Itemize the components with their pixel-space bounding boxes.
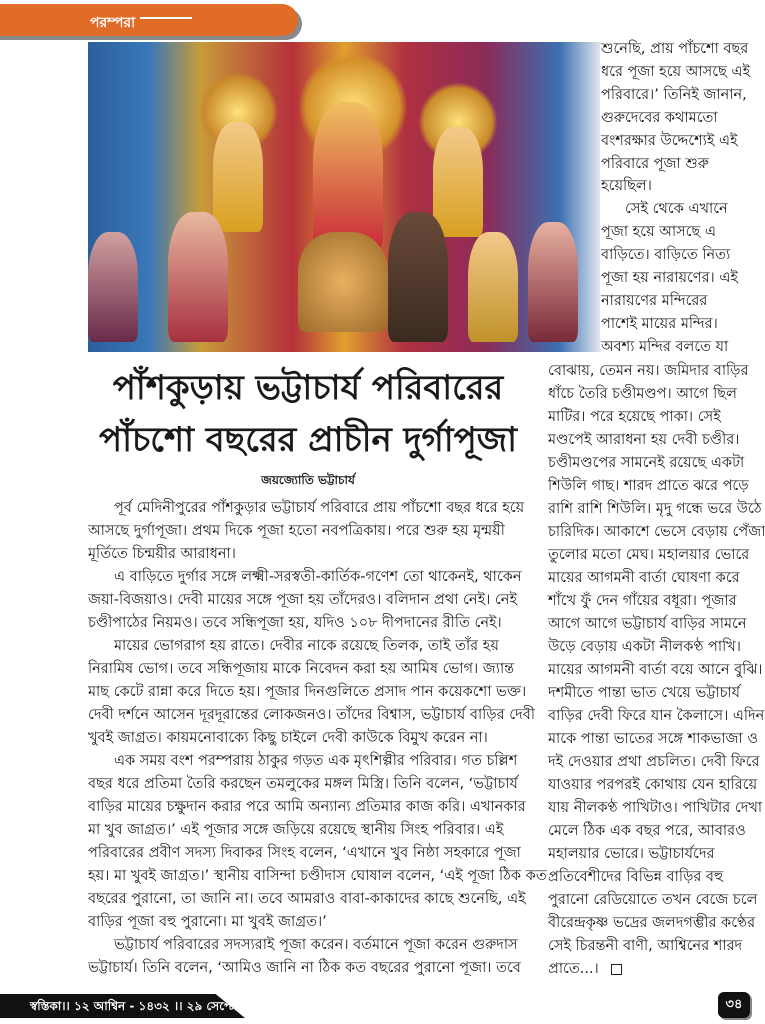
right-column-line: পাশেই মায়ের মন্দির। [601,315,718,332]
body-line: মাছ কেটে রান্না করে দিতে হয়। পূজার দিনগুলিতে প্রসাদ পান কয়েকশো ভক্ত। [88,684,527,700]
right-column-line: অবশ্য মন্দির বলতে যা [601,338,729,355]
body-line: এক সময় বংশ পরম্পরায় ঠাকুর গড়ত এক মৃৎশিল্পীর পরিবার। গত চল্লিশ [114,753,518,769]
right-column-line: পূজা হয়ে আসছে এ [601,224,716,241]
article-title-line-1: পাঁশকুড়ায় ভট্টাচার্য পরিবারের [112,368,504,408]
body-line: হয়। মা খুবই জাগ্রত।’ স্থানীয় বাসিন্দা চণ্ডীদাস ঘোষাল বলেন, ‘এই পূজা ঠিক কত [88,868,547,884]
body-line: আসছে দুর্গাপূজা। প্রথম দিকে পূজা হতো নবপত্রিকায়। পরে শুরু হয় মৃন্ময়ী [88,523,505,539]
article-byline: জয়জ্যোতি ভট্টাচার্য [261,473,355,487]
right-column-line: দশমীতে পান্তা ভাত খেয়ে ভট্টাচার্য [548,685,740,701]
body-line: পূর্ব মেদিনীপুরের পাঁশকুড়ার ভট্টাচার্য পরিবারে প্রায় পাঁচশো বছর ধরে হয়ে [114,500,525,516]
body-line: ভট্টাচার্য পরিবারের সদস্যরাই পূজা করেন। বর্তমানে পূজা করেন গুরুদাস [114,937,518,953]
right-column-line: বাড়িতে। বাড়িতে নিত্য [601,247,731,264]
body-line: চণ্ডীপাঠের নিয়মও। তবে সন্ধিপূজা হয়, যদিও ১০৮ দীপদানের রীতি নেই। [88,615,502,631]
body-line: দেবী দর্শনে আসেন দূরদূরান্তের লোকজনও। তাঁদের বিশ্বাস, ভট্টাচার্য বাড়ির দেবী [88,707,535,723]
right-column-line: প্রতিবেশীদের বিভিন্ন বাড়ির বহু [548,869,724,885]
right-column-line: যায় নীলকণ্ঠ পাখিটাও। পাখিটার দেখা [548,800,763,816]
body-line: মায়ের ভোগরাগ হয় রাতে। দেবীর নাকে রয়েছে তিলক, তাই তাঁর হয় [114,638,499,654]
right-column-line: ধরে পূজা হয়ে আসছে এই [601,63,751,80]
right-column-line: মায়ের আগমনী বার্তা ঘোষণা করে [548,570,740,586]
body-line: এ বাড়িতে দুর্গার সঙ্গে লক্ষ্মী-সরস্বতী-কার্তিক-গণেশ তো থাকেনই, থাকেন [114,569,522,585]
right-column-line: গুরুদেবের কথামতো [601,109,718,126]
right-column-line: শুনেছি, প্রায় পাঁচশো বছর [601,41,749,57]
right-column-line: যাওয়ার পরপরই কোথায় যেন হারিয়ে [548,777,758,793]
right-column-line: পূজা হয় নারায়ণের। এই [601,270,738,286]
right-column-line: তুলোর মতো মেঘ। মহালয়ার ভোরে [548,547,750,563]
right-column-line: ধাঁচে তৈরি চণ্ডীমণ্ডপ। আগে ছিল [548,386,737,402]
page-number: ৩৪ [718,992,750,1018]
body-line: জয়া-বিজয়াও। দেবী মায়ের সঙ্গে পূজা হয় তাঁদেরও। বলিদান প্রথা নেই। নেই [88,592,517,608]
right-column-line: প্রাতে...। [548,958,622,982]
body-line: বাড়ির মায়ের চক্ষুদান করার পরে আমি অন্যান্য প্রতিমার কাজ করি। এখানকার [88,799,526,815]
right-column-line: শিউলি গাছ। শারদ প্রাতে ঝরে পড়ে [548,478,749,494]
right-column-line: মেলে ঠিক এক বছর পরে, আবারও [548,823,746,839]
footer-issue-info: স্বস্তিকা।। ১২ আশ্বিন - ১৪৩২ ।। ২৯ সেপ্টেম্বর - ২০২৫ [30,999,294,1013]
right-column-line: চণ্ডীমণ্ডপের সামনেই রয়েছে একটা [548,455,745,471]
right-column-line: পরিবারে পূজা শুরু [601,155,709,172]
body-line: বাড়ির পূজা বহু পুরানো। মা খুবই জাগ্রত।’ [88,914,327,930]
body-line: মা খুব জাগ্রত।’ এই পূজার সঙ্গে জড়িয়ে রয়েছে স্থানীয় সিংহ পরিবার। এই [88,822,504,838]
right-column-line: পরিবারে।’ তিনিই জানান, [601,86,747,103]
body-line: বছর ধরে প্রতিমা তৈরি করছেন তমলুকের মঙ্গল মিস্ত্রি। তিনি বলেন, ‘ভট্টাচার্য [88,776,518,792]
right-column-line: মায়ের আগমনী বার্তা বয়ে আনে বুঝি। [548,662,763,678]
right-column-line: রাশি রাশি শিউলি। মৃদু গন্ধে ভরে উঠে [548,501,762,517]
article-title-line-2: পাঁচশো বছরের প্রাচীন দুর্গাপূজা [99,420,517,460]
section-label: পরম্পরা [90,15,136,31]
right-column-line: নারায়ণের মন্দিরের [601,292,708,309]
right-column-line: মহালয়ার ভোরে। ভট্টাচার্যদের [548,846,715,862]
right-column-line: বাড়ির দেবী ফিরে যান কৈলাসে। এদিন [548,708,765,724]
right-column-line: মণ্ডপেই আরাধনা হয় দেবী চণ্ডীর। [548,432,740,448]
right-column-line: বীরেন্দ্রকৃষ্ণ ভদ্রের জলদগম্ভীর কণ্ঠের [548,915,756,931]
right-column-line: চারিদিক। আকাশে ভেসে বেড়ায় পেঁজা [548,524,765,540]
right-column-line: পুরানো রেডিয়োতে তখন বেজে চলে [548,892,758,908]
body-line: বছরের পুরানো, তা জানি না। তবে আমরাও বাবা-কাকাদের কাছে শুনেছি, এই [88,891,526,907]
right-column-line: সেই চিরন্তনী বাণী, আশ্বিনের শারদ [548,938,743,954]
body-line: পরিবারের প্রবীণ সদস্য দিবাকর সিংহ বলেন, ‘এখানে খুব নিষ্ঠা সহকারে পূজা [88,845,521,861]
right-column-line: বংশরক্ষার উদ্দেশ্যেই এই [601,132,738,149]
right-column-line: বোঝায়, তেমন নয়। জমিদার বাড়ির [548,363,749,379]
durga-idol-photo [88,42,600,352]
body-line: নিরামিষ ভোগ। তবে সন্ধিপূজায় মাকে নিবেদন করা হয় আমিষ ভোগ। জ্যান্ত [88,661,515,677]
body-line: খুবই জাগ্রত। কায়মনোবাক্যে কিছু চাইলে দেবী কাউকে বিমুখ করেন না। [88,730,488,746]
body-line: মূর্তিতে চিন্ময়ীর আরাধনা। [88,546,236,562]
right-column-line: উড়ে বেড়ায় একটা নীলকণ্ঠ পাখি। [548,639,741,655]
end-of-article-mark [611,964,622,975]
right-column-line: শাঁখে ফুঁ দেন গাঁয়ের বধূরা। পূজার [548,593,737,609]
right-column-line: মাকে পান্তা ভাতের সঙ্গে শাকভাজা ও [548,731,759,747]
right-column-line: হয়েছিল। [601,178,652,195]
right-column-line: মাটির। পরে হয়েছে পাকা। সেই [548,409,721,425]
right-column-line: দই দেওয়ার প্রথা প্রচলিত। দেবী ফিরে [548,754,760,770]
section-rule-divider [140,17,192,19]
section-header-tab [0,4,298,36]
right-column-line: আগে আগে ভট্টাচার্য বাড়ির সামনে [548,616,747,632]
right-column-line: সেই থেকে এখানে [625,201,728,218]
body-line: ভট্টাচার্য। তিনি বলেন, ‘আমিও জানি না ঠিক কত বছরের পুরানো পূজা। তবে [88,960,521,976]
